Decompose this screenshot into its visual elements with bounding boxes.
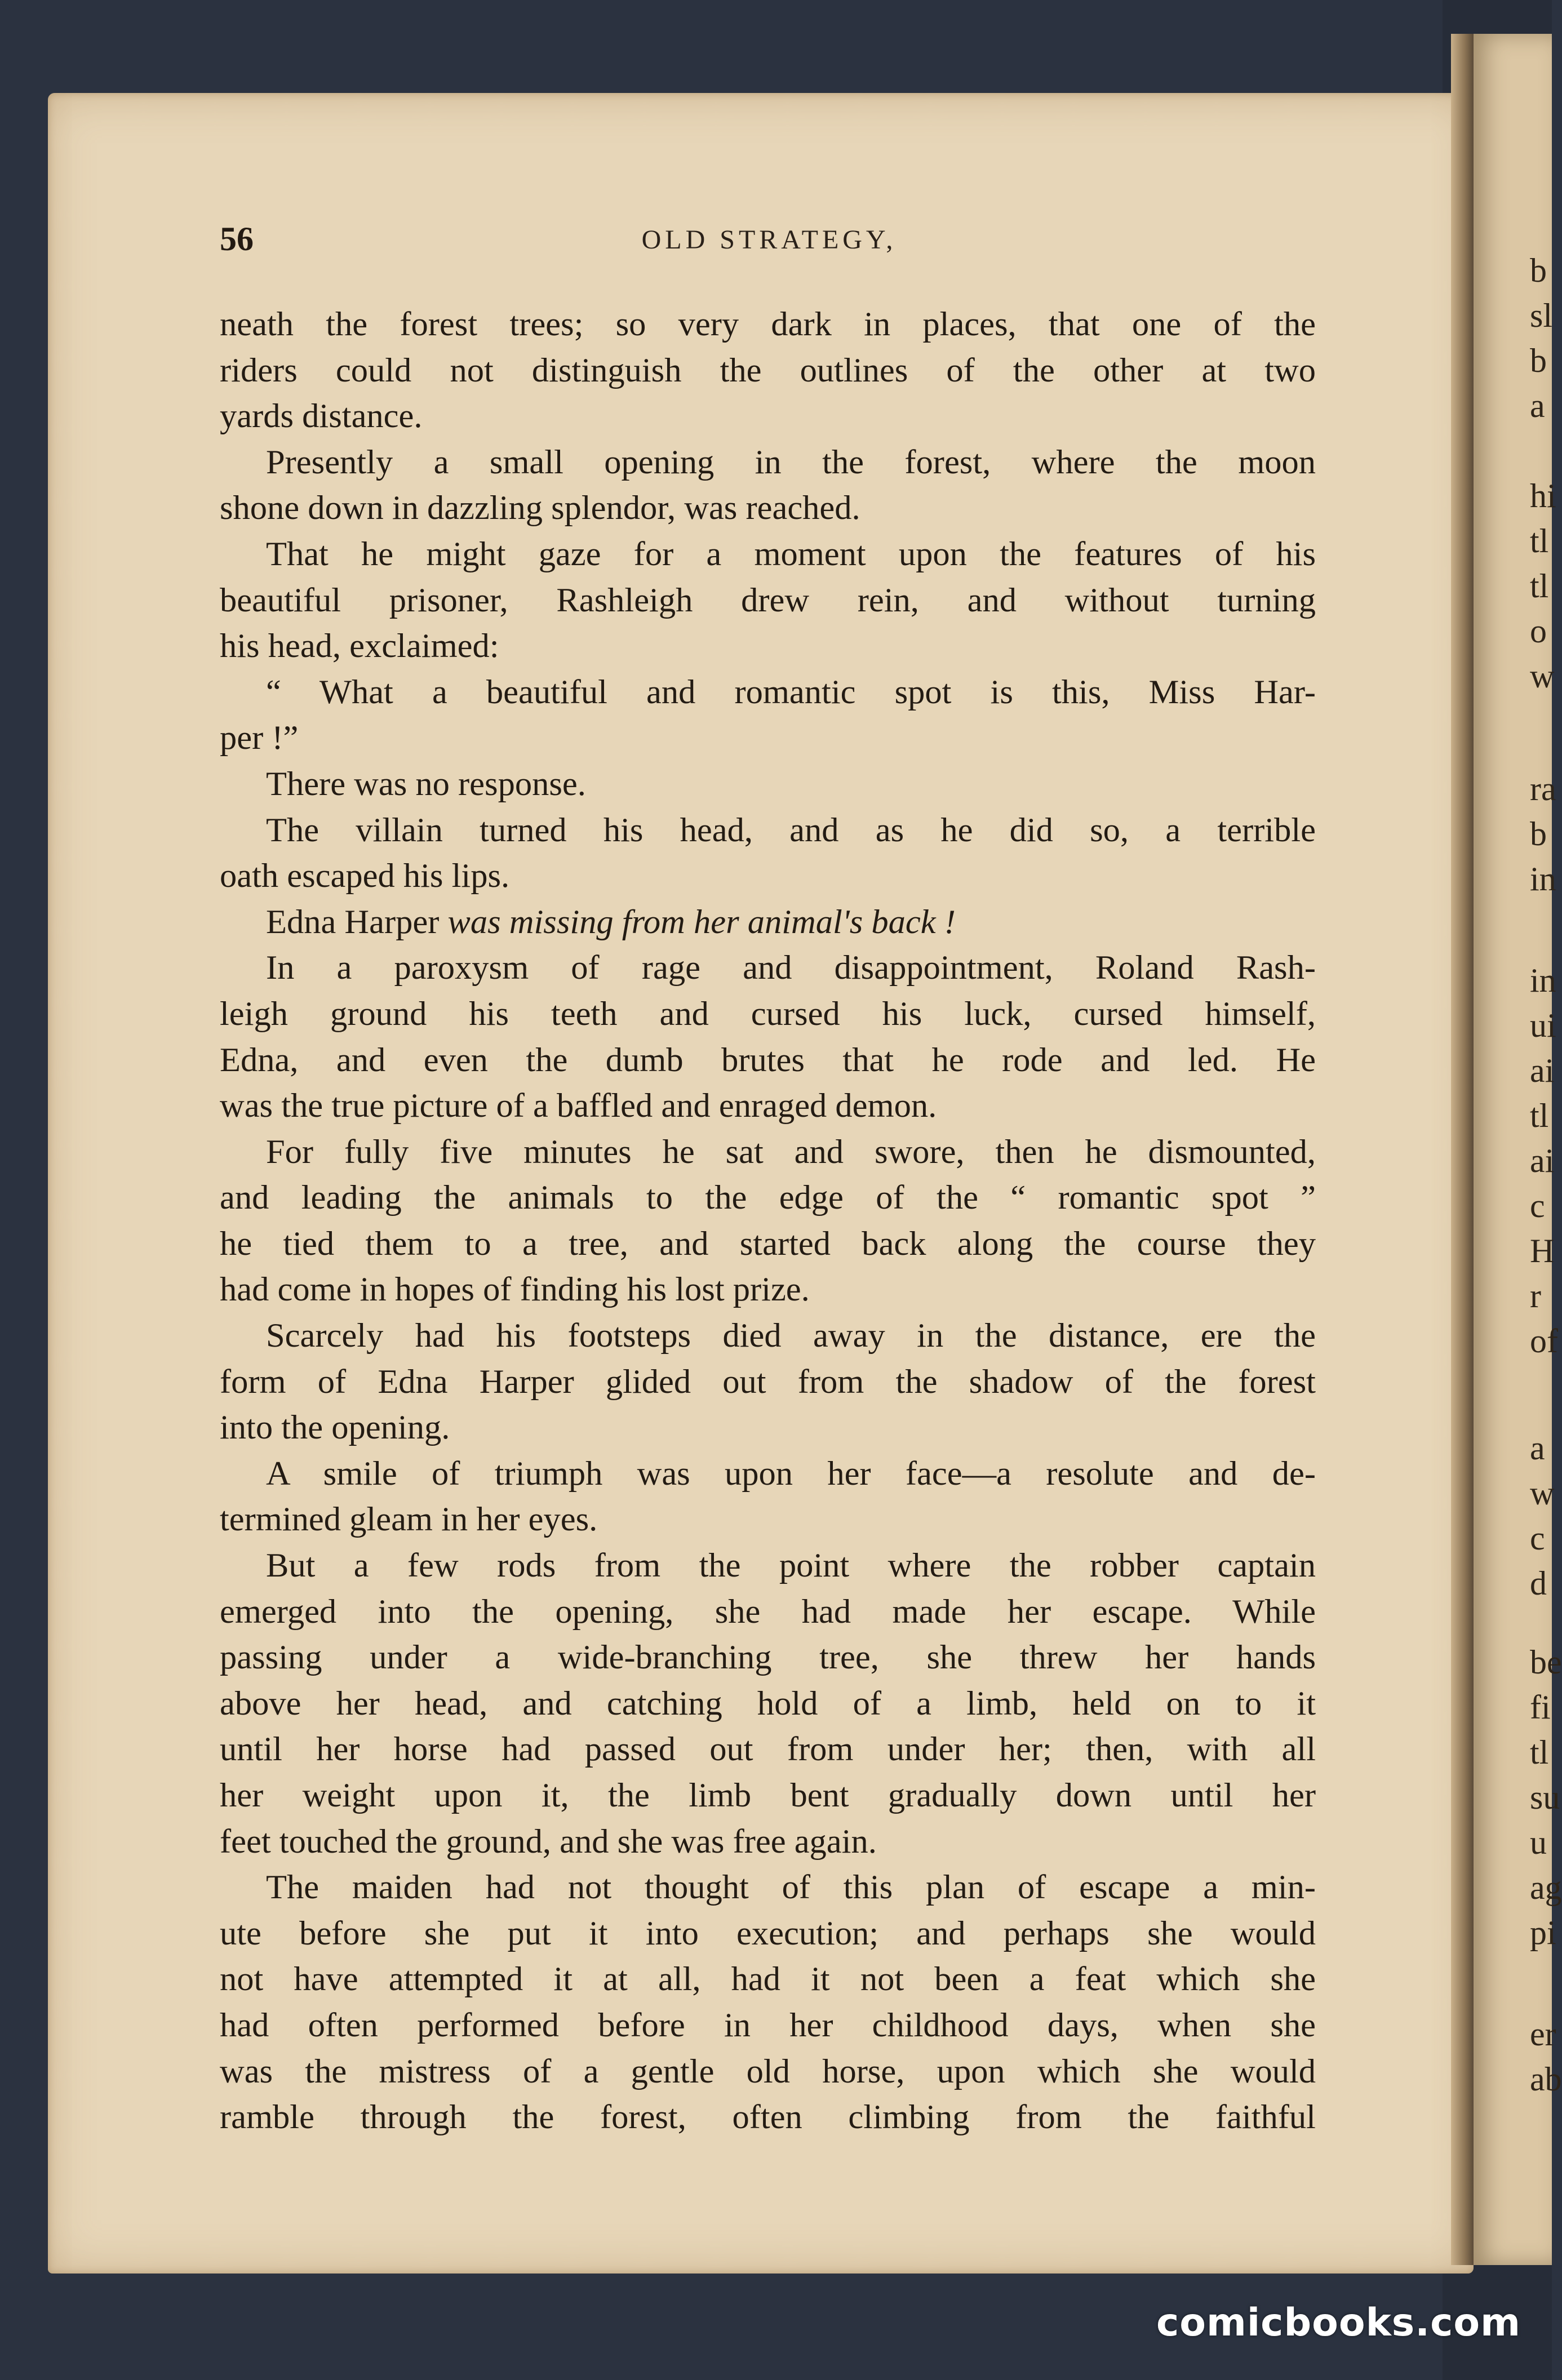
text-line: The maiden had not thought of this plan of escape a min- — [266, 1868, 1316, 1907]
text-line: he tied them to a tree, and started back along the course they — [220, 1224, 1316, 1263]
text-line-italic — [220, 899, 1316, 945]
facing-page-fragment: hi — [1530, 477, 1556, 514]
facing-page-fragment: a — [1530, 387, 1545, 424]
text-line: The villain turned his head, and as he did so, a terrible — [266, 811, 1316, 849]
text-line: oath escaped his lips. — [220, 857, 510, 895]
facing-page-fragment: ai — [1530, 1052, 1555, 1089]
text-line: ramble through the forest, often climbing from the faithful — [220, 2098, 1316, 2137]
text-line: form of Edna Harper glided out from the shadow of the forest — [220, 1362, 1316, 1401]
facing-page-fragment: of — [1530, 1322, 1558, 1360]
text-line: riders could not distinguish the outlines of the other at two — [220, 351, 1316, 389]
page-number: 56 — [220, 220, 254, 257]
text-line: Presently a small opening in the forest, where the moon — [266, 443, 1316, 481]
text-line: There was no response. — [266, 765, 586, 803]
text-line: passing under a wide-branching tree, she threw her hands — [220, 1639, 1316, 1677]
text-line: had come in hopes of finding his lost prize. — [220, 1271, 810, 1309]
facing-page-fragment: tl — [1530, 1734, 1549, 1771]
facing-page-fragment: tl — [1530, 1097, 1549, 1134]
text-line: and leading the animals to the edge of the “ romantic spot ” — [220, 1179, 1316, 1217]
facing-page-fragment: ai — [1530, 1142, 1555, 1179]
text-line: But a few rods from the point where the robber captain — [266, 1547, 1316, 1585]
facing-page-fragment: er — [1530, 2015, 1556, 2053]
facing-page-fragment: tl — [1530, 522, 1549, 560]
italic-phrase: was missing from her animal's back ! — [447, 903, 956, 941]
facing-page-fragment: w — [1530, 1475, 1555, 1512]
page-text — [220, 301, 1316, 2141]
text-line: For fully five minutes he sat and swore, then he dismounted, — [266, 1133, 1316, 1171]
text-line: beautiful prisoner, Rashleigh drew rein, and without turning — [220, 581, 1316, 619]
running-head: OLD STRATEGY, — [641, 225, 897, 255]
facing-page-fragment: c — [1530, 1187, 1545, 1224]
text-line: above her head, and catching hold of a limb, held on to it — [220, 1684, 1316, 1722]
text-line: was the true picture of a baffled and enraged demon. — [220, 1087, 937, 1125]
text-line: In a paroxysm of rage and disappointment, Roland Rash- — [266, 949, 1316, 987]
facing-page-fragment: pi — [1530, 1914, 1556, 1951]
facing-page-fragment: c — [1530, 1520, 1545, 1557]
page-header — [220, 220, 1319, 259]
text-line: neath the forest trees; so very dark in places, that one of the — [220, 305, 1316, 343]
text-line: feet touched the ground, and she was free again. — [220, 1822, 877, 1861]
text-line: his head, exclaimed: — [220, 627, 499, 665]
text-line: into the opening. — [220, 1409, 450, 1447]
text-line: was the mistress of a gentle old horse, upon which she would — [220, 2052, 1316, 2090]
text-line: not have attempted it at all, had it not been a feat which she — [220, 1960, 1316, 1999]
text-line-start: Edna Harper — [266, 903, 448, 941]
facing-page-fragment: u — [1530, 1824, 1547, 1861]
text-line: until her horse had passed out from under her; then, with all — [220, 1730, 1316, 1769]
facing-page-fragment: d — [1530, 1565, 1547, 1602]
facing-page-fragment: ag — [1530, 1869, 1562, 1906]
watermark: comicbooks.com — [1156, 2301, 1521, 2345]
facing-page-fragment: b — [1530, 815, 1547, 852]
text-line: ute before she put it into execution; and perhaps she would — [220, 1914, 1316, 1952]
text-line: Scarcely had his footsteps died away in the distance, ere the — [266, 1317, 1316, 1355]
facing-page-fragment: be — [1530, 1644, 1562, 1681]
facing-page-fragment: a — [1530, 1429, 1545, 1467]
facing-page-fragment: in — [1530, 962, 1556, 999]
text-line: A smile of triumph was upon her face—a resolute and de- — [266, 1454, 1316, 1493]
text-line: per !” — [220, 719, 299, 757]
facing-page-fragment: ui — [1530, 1007, 1556, 1044]
text-line: her weight upon it, the limb bent gradually down until her — [220, 1777, 1316, 1814]
facing-page-fragment: ab — [1530, 2061, 1562, 2098]
facing-page-fragment: tl — [1530, 567, 1549, 605]
text-line: Edna, and even the dumb brutes that he rode and led. He — [220, 1041, 1316, 1079]
facing-page-fragment: b — [1530, 252, 1547, 289]
facing-page-fragment: o — [1530, 612, 1547, 650]
facing-page-fragment: w — [1530, 658, 1555, 695]
text-line: termined gleam in her eyes. — [220, 1500, 598, 1539]
facing-page-fragment: b — [1530, 342, 1547, 379]
facing-page-fragment: ra — [1530, 770, 1556, 807]
facing-page-edge — [1474, 34, 1562, 2265]
text-line: had often performed before in her childhood days, when she — [220, 2006, 1316, 2044]
text-line: That he might gaze for a moment upon the features of his — [266, 535, 1316, 573]
text-line: “ What a beautiful and romantic spot is this, Miss Har- — [266, 673, 1316, 711]
book-spine — [1451, 34, 1474, 2265]
facing-page-fragment: su — [1530, 1779, 1560, 1816]
text-line: shone down in dazzling splendor, was reached. — [220, 489, 860, 527]
facing-page-fragment: H — [1530, 1232, 1555, 1269]
text-line: emerged into the opening, she had made her escape. While — [220, 1592, 1316, 1631]
text-line: yards distance. — [220, 397, 423, 436]
facing-page-fragment: fi — [1530, 1689, 1551, 1726]
text-line: leigh ground his teeth and cursed his luck, cursed himself, — [220, 994, 1316, 1033]
facing-page-fragment: in — [1530, 860, 1556, 898]
facing-page-fragment: sl — [1530, 297, 1553, 334]
facing-page-fragment: r — [1530, 1277, 1541, 1315]
